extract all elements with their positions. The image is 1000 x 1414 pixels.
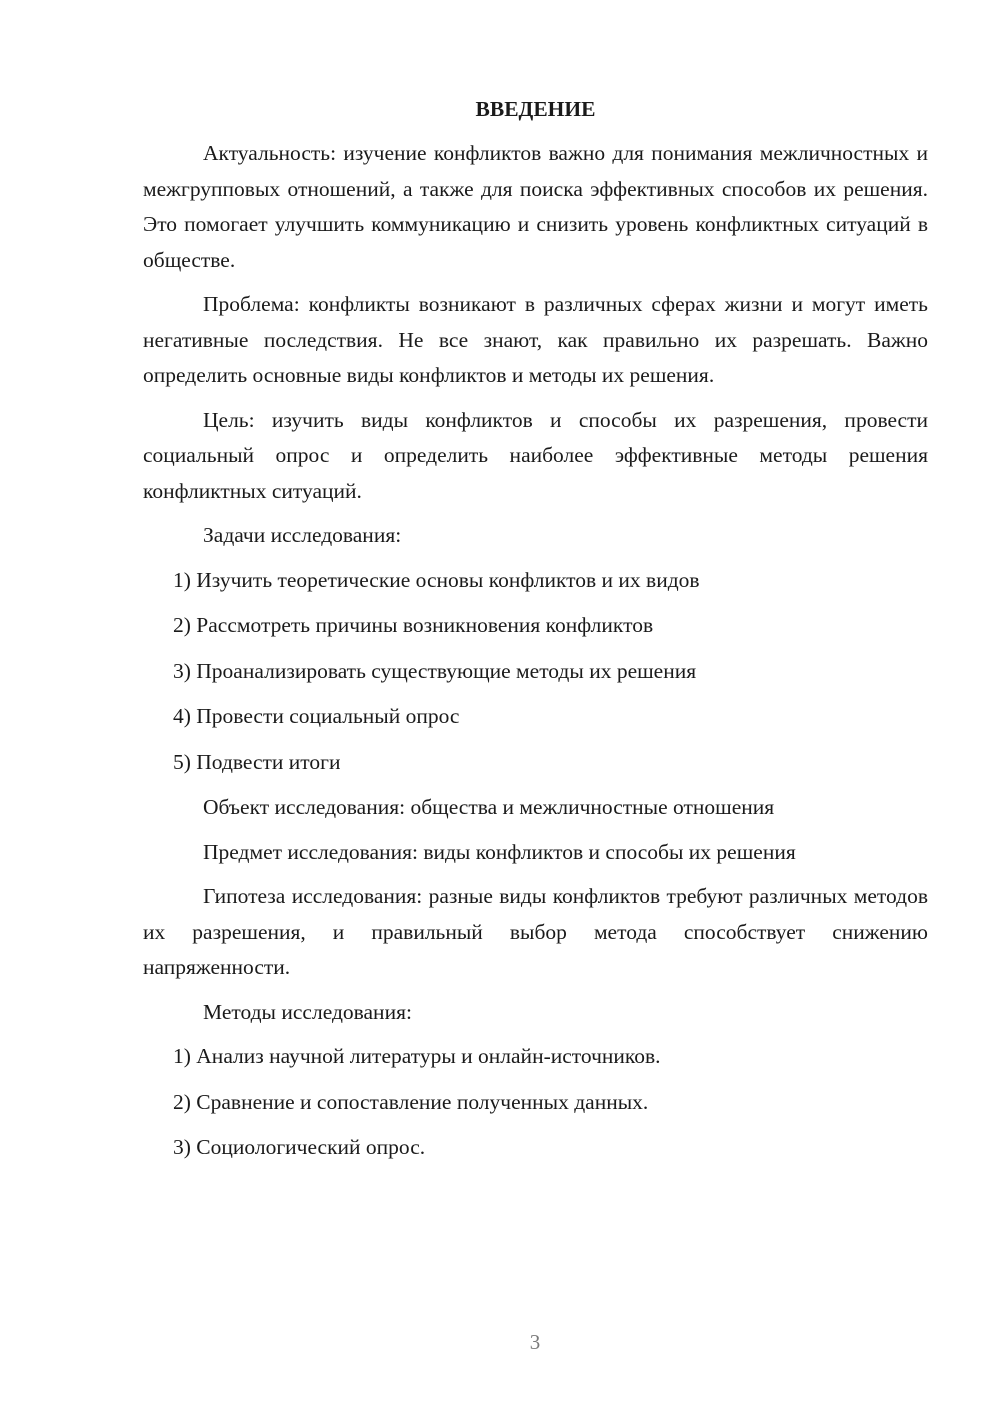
research-subject: Предмет исследования: виды конфликтов и способы их решения	[203, 839, 796, 864]
page-number: 3	[529, 1330, 541, 1354]
method-item-3: 3) Социологический опрос.	[173, 1135, 426, 1159]
method-item-1: 1) Анализ научной литературы и онлайн-источников.	[173, 1044, 661, 1068]
research-object: Объект исследования: общества и межличностные отношения	[203, 795, 775, 819]
hypothesis-paragraph: Гипотеза исследования: разные виды конфликтов требуют различных методов их разрешения, и правильный выбор метода способствует снижению напряженности.	[143, 884, 928, 979]
task-item-2: 2) Рассмотреть причины возникновения конфликтов	[173, 613, 654, 637]
task-item-3: 3) Проанализировать существующие методы их решения	[173, 658, 697, 683]
page-title: ВВЕДЕНИЕ	[475, 97, 596, 121]
relevance-paragraph: Актуальность: изучение конфликтов важно для понимания межличностных и межгрупповых отношений, а также для поиска эффективных способов их решения. Это помогает улучшить коммуникацию и снизить уровень конфликтных ситуаций в обществе.	[143, 141, 928, 272]
method-item-2: 2) Сравнение и сопоставление полученных данных.	[173, 1089, 649, 1114]
goal-paragraph: Цель: изучить виды конфликтов и способы их разрешения, провести социальный опрос и определить наиболее эффективные методы решения конфликтных ситуаций.	[143, 407, 928, 503]
task-item-1: 1) Изучить теоретические основы конфликтов и их видов	[173, 567, 700, 592]
methods-heading: Методы исследования:	[203, 999, 412, 1024]
tasks-heading: Задачи исследования:	[203, 523, 402, 547]
task-item-5: 5) Подвести итоги	[173, 749, 341, 774]
task-item-4: 4) Провести социальный опрос	[173, 704, 460, 728]
problem-paragraph: Проблема: конфликты возникают в различных сферах жизни и могут иметь негативные последствия. Не все знают, как правильно их разрешать. Важно определить основные виды конфликтов и методы их решения.	[143, 292, 928, 387]
document-page	[143, 92, 928, 1176]
